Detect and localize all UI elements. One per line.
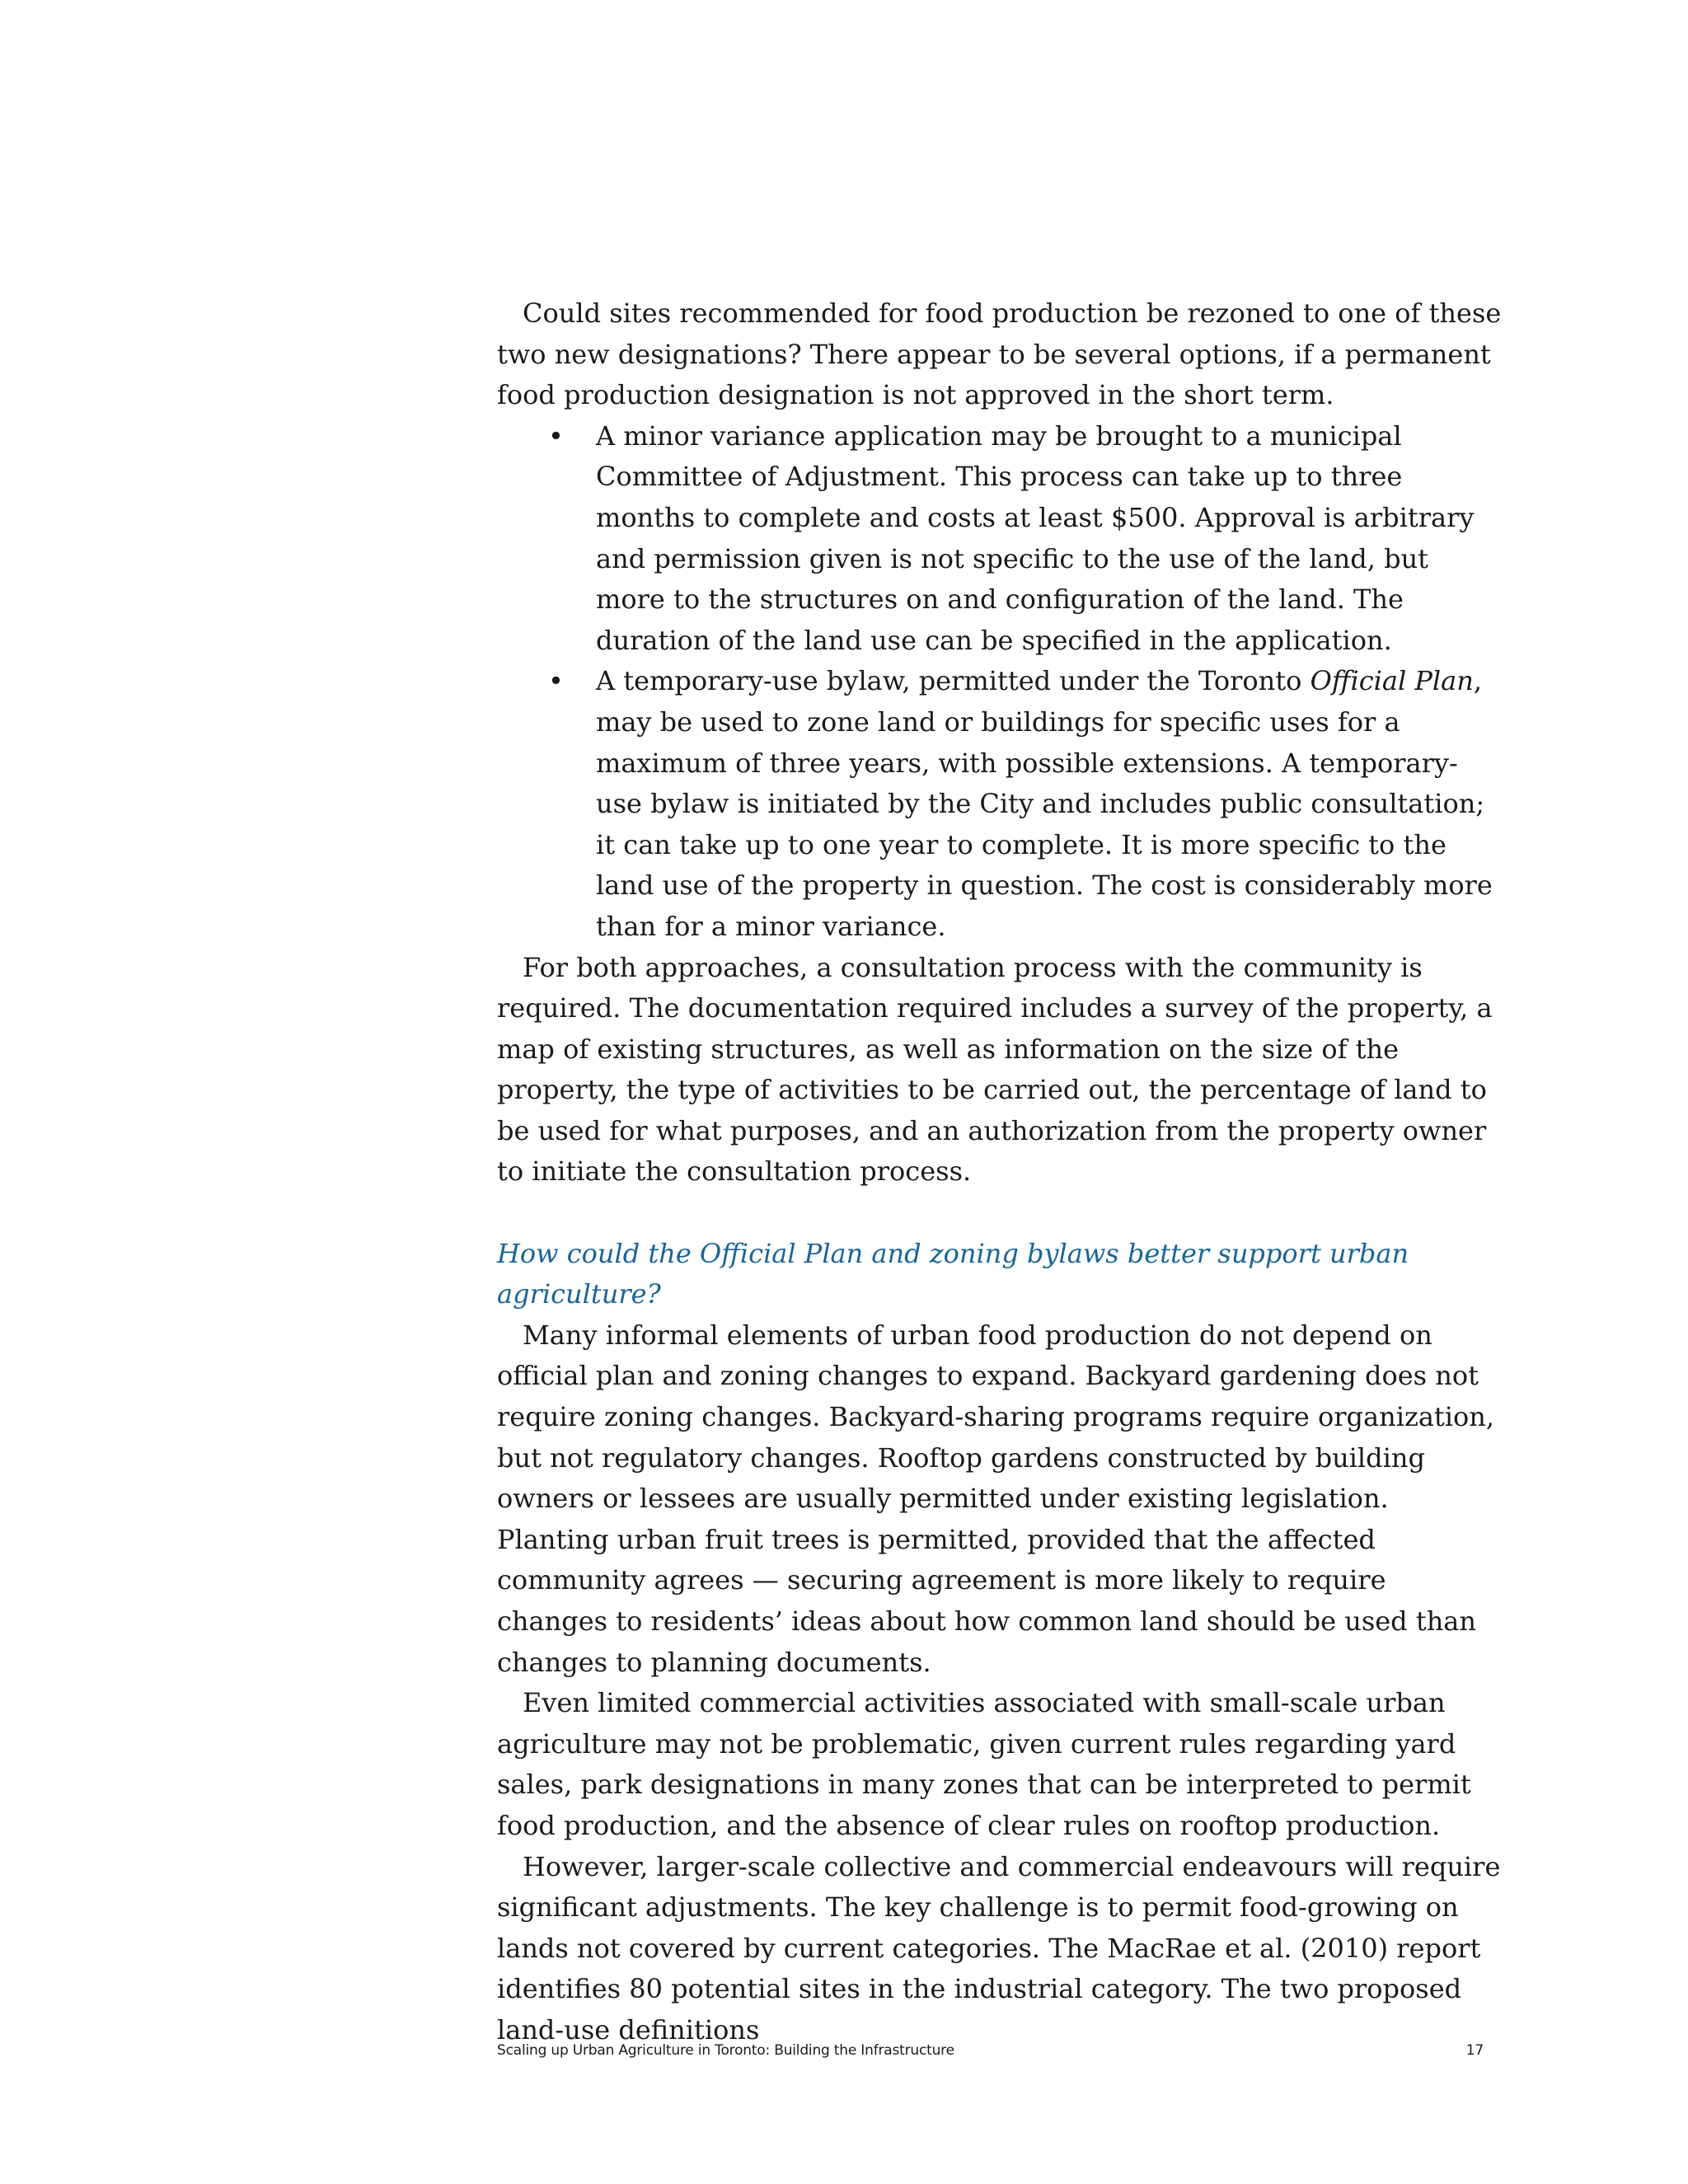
section-heading: How could the Official Plan and zoning bylaws better support urban agriculture? xyxy=(497,1237,1409,1310)
list-item-text-end: , may be used to zone land or buildings for specific uses for a maximum of three years, with possible extensions. A temporary-use bylaw is initiated by the City and includes public consultation; it can take up to one year to complete. It is more specific to the land use of the property in question. The cost is considerably more than for a minor variance. xyxy=(596,665,1493,942)
options-list xyxy=(497,416,1503,948)
footer-title: Scaling up Urban Agriculture in Toronto: Building the Infrastructure xyxy=(497,2042,954,2059)
paragraph-commercial-activities: Even limited commercial activities associated with small-scale urban agriculture may not be problematic, given current rules regarding yard sales, park designations in many zones that can be interpreted to permit food production, and the absence of clear rules on rooftop production. xyxy=(497,1687,1471,1841)
bullet-icon: • xyxy=(548,665,564,697)
list-item-text-start: A temporary-use bylaw, permitted under the Toronto xyxy=(596,665,1311,697)
body-text xyxy=(497,293,1503,2051)
paragraph-informal-elements: Many informal elements of urban food production do not depend on official plan and zoning changes to expand. Backyard gardening does not require zoning changes. Backyard-sharing programs require organization, but not regulatory changes. Rooftop gardens constructed by building owners or lessees are usually permitted under existing legislation. Planting urban fruit trees is permitted, provided that the affected community agrees — securing agreement is more likely to require changes to residents’ ideas about how common land should be used than changes to planning documents. xyxy=(497,1319,1495,1678)
list-item-temporary-use-bylaw xyxy=(548,661,1503,947)
paragraph-larger-scale: However, larger-scale collective and commercial endeavours will require significant adjustments. The key challenge is to permit food-growing on lands not covered by current categories. The MacRae et al. (2010) report identifies 80 potential sites in the industrial category. The two proposed land-use definitions xyxy=(497,1850,1501,2046)
list-item-minor-variance xyxy=(548,416,1503,662)
paragraph-rezoning-options: Could sites recommended for food production be rezoned to one of these two new designations? There appear to be several options, if a permanent food production designation is not approved in the short term. xyxy=(497,298,1502,411)
page-number: 17 xyxy=(1465,2042,1484,2059)
official-plan-title: Official Plan xyxy=(1310,665,1474,697)
list-item-text: A minor variance application may be brought to a municipal Committee of Adjustment. This process can take up to three months to complete and costs at least $500. Approval is arbitrary and permission given is not specific to the use of the land, but more to the structures on and configuration of the land. The duration of the land use can be specified in the application. xyxy=(596,419,1475,656)
bullet-icon: • xyxy=(548,419,564,452)
page-footer xyxy=(497,2042,1484,2059)
paragraph-consultation: For both approaches, a consultation process with the community is required. The documentation required includes a survey of the property, a map of existing structures, as well as information on the size of the property, the type of activities to be carried out, the percentage of land to be used for what purposes, and an authorization from the property owner to initiate the consultation process. xyxy=(497,951,1493,1188)
